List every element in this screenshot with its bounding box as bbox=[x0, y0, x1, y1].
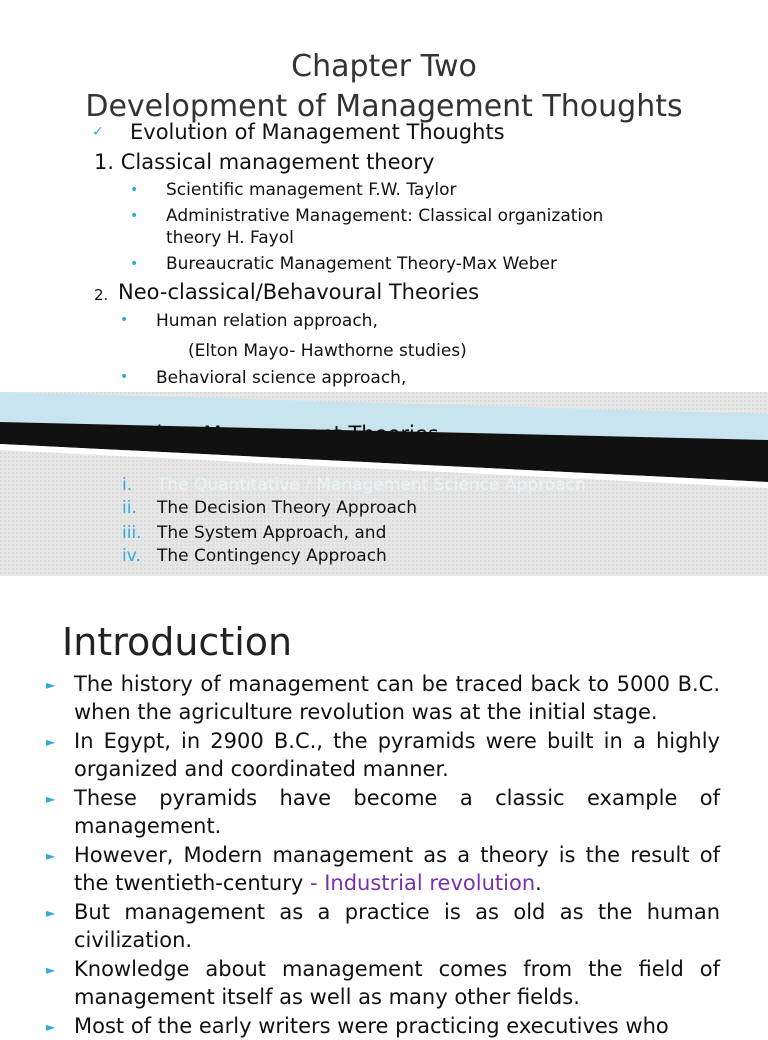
modern-number: 3. bbox=[94, 428, 109, 446]
check-item: Evolution of Management Thoughts bbox=[130, 120, 505, 144]
modern-item-3: The System Approach, and bbox=[157, 523, 387, 543]
intro-bullet-6: Knowledge about management comes from the field of management itself as well as many other fields. bbox=[74, 957, 720, 1009]
modern-heading: Modern Management Theories bbox=[118, 422, 439, 446]
intro-bullet-3: These pyramids have become a classic example of management. bbox=[74, 786, 720, 838]
industrial-revolution-highlight: - Industrial revolution bbox=[309, 871, 536, 895]
intro-bullet-1: The history of management can be traced back to 5000 B.C. when the agriculture revolution was at the initial stage. bbox=[74, 672, 720, 724]
intro-bullet-7: Most of the early writers were practicing executives who bbox=[74, 1014, 669, 1038]
modern-bullet-text: However, Modern management as a theory is the result of the twentieth-century bbox=[74, 843, 720, 895]
intro-bullet-2: In Egypt, in 2900 B.C., the pyramids were built in a highly organized and coordinated manner. bbox=[74, 729, 720, 781]
roman-numeral: i. bbox=[122, 475, 133, 495]
triangle-bullet-icon: ► bbox=[46, 849, 56, 863]
triangle-bullet-icon: ► bbox=[46, 678, 56, 692]
slide-title-line1: Chapter Two bbox=[291, 49, 477, 84]
roman-numeral: ii. bbox=[122, 498, 137, 518]
modern-item-2: The Decision Theory Approach bbox=[157, 498, 418, 518]
intro-bullet-5: But management as a practice is as old as the human civilization. bbox=[74, 900, 720, 952]
intro-bullet-4 bbox=[74, 841, 720, 897]
classical-heading: 1. Classical management theory bbox=[94, 150, 435, 174]
bullet-icon: • bbox=[130, 208, 139, 224]
neo-number: 2. bbox=[94, 286, 109, 304]
neo-item-1: Human relation approach, bbox=[156, 311, 378, 331]
check-icon: ✓ bbox=[92, 124, 104, 140]
triangle-bullet-icon: ► bbox=[46, 1020, 56, 1034]
neo-heading: Neo-classical/Behavoural Theories bbox=[118, 280, 480, 304]
roman-numeral: iii. bbox=[122, 523, 142, 543]
roman-numeral: iv. bbox=[122, 546, 141, 566]
slide-introduction bbox=[0, 598, 768, 1038]
classical-item-2-cont: theory H. Fayol bbox=[166, 228, 294, 248]
triangle-bullet-icon: ► bbox=[46, 735, 56, 749]
modern-item-4: The Contingency Approach bbox=[157, 546, 387, 566]
neo-item-2: Behavioral science approach, bbox=[156, 368, 407, 388]
triangle-bullet-icon: ► bbox=[46, 792, 56, 806]
triangle-bullet-icon: ► bbox=[46, 963, 56, 977]
modern-bullet-end: . bbox=[535, 871, 542, 895]
intro-title: Introduction bbox=[62, 620, 293, 664]
triangle-bullet-icon: ► bbox=[46, 906, 56, 920]
classical-item-2: Administrative Management: Classical organization bbox=[166, 206, 604, 226]
bullet-icon: • bbox=[120, 369, 129, 385]
modern-item-1: The Quantitative / Management Science Approach bbox=[157, 475, 586, 495]
neo-item-1-note: (Elton Mayo- Hawthorne studies) bbox=[188, 341, 467, 361]
bullet-icon: • bbox=[130, 256, 139, 272]
slide-title-line2: Development of Management Thoughts bbox=[85, 89, 683, 124]
bullet-icon: • bbox=[120, 312, 129, 328]
classical-item-3: Bureaucratic Management Theory-Max Weber bbox=[166, 254, 557, 274]
bullet-icon: • bbox=[130, 182, 139, 198]
classical-item-1: Scientific management F.W. Taylor bbox=[166, 180, 457, 200]
